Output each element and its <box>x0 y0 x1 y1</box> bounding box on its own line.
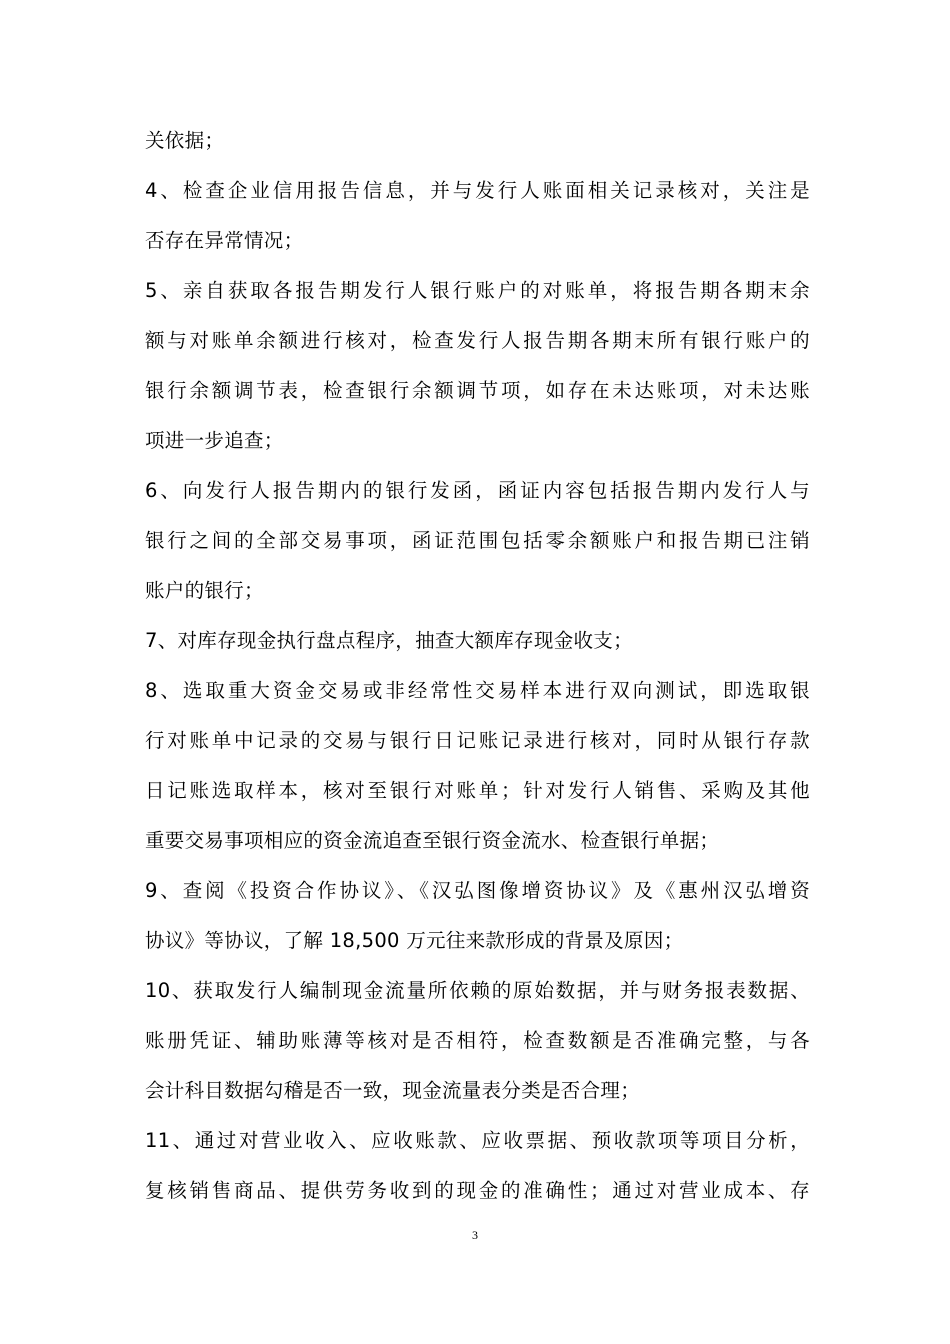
text-line: 11、通过对营业收入、应收账款、应收票据、预收款项等项目分析， <box>145 1129 810 1152</box>
text-line: 5、亲自获取各报告期发行人银行账户的对账单，将报告期各期末余 <box>145 279 810 302</box>
text-line: 账册凭证、辅助账薄等核对是否相符，检查数额是否准确完整，与各 <box>145 1029 810 1052</box>
body-text <box>145 116 810 1216</box>
text-line: 额与对账单余额进行核对，检查发行人报告期各期末所有银行账户的 <box>145 329 810 352</box>
text-line: 行对账单中记录的交易与银行日记账记录进行核对，同时从银行存款 <box>145 729 810 752</box>
text-line: 4、检查企业信用报告信息，并与发行人账面相关记录核对，关注是 <box>145 179 810 202</box>
text-line: 7、对库存现金执行盘点程序，抽查大额库存现金收支； <box>145 629 633 652</box>
text-line: 会计科目数据勾稽是否一致，现金流量表分类是否合理； <box>145 1079 641 1102</box>
text-line: 9、查阅《投资合作协议》、《汉弘图像增资协议》及《惠州汉弘增资 <box>145 879 810 902</box>
text-line: 6、向发行人报告期内的银行发函，函证内容包括报告期内发行人与 <box>145 479 810 502</box>
text-line: 重要交易事项相应的资金流追查至银行资金流水、检查银行单据； <box>145 829 720 852</box>
text-line: 银行余额调节表，检查银行余额调节项，如存在未达账项，对未达账 <box>145 379 810 402</box>
text-line: 日记账选取样本，核对至银行对账单；针对发行人销售、采购及其他 <box>145 779 810 802</box>
text-line: 协议》等协议，了解 18,500 万元往来款形成的背景及原因； <box>145 929 684 952</box>
text-line: 复核销售商品、提供劳务收到的现金的准确性；通过对营业成本、存 <box>145 1179 810 1202</box>
text-line: 项进一步追查； <box>145 429 284 452</box>
text-line: 8、选取重大资金交易或非经常性交易样本进行双向测试，即选取银 <box>145 679 810 702</box>
text-line: 银行之间的全部交易事项，函证范围包括零余额账户和报告期已注销 <box>145 529 810 552</box>
page-number: 3 <box>472 1228 478 1242</box>
text-line: 账户的银行； <box>145 579 264 602</box>
text-line: 否存在异常情况； <box>145 229 304 252</box>
text-line: 10、获取发行人编制现金流量所依赖的原始数据，并与财务报表数据、 <box>145 979 810 1002</box>
text-line: 关依据； <box>145 129 225 152</box>
